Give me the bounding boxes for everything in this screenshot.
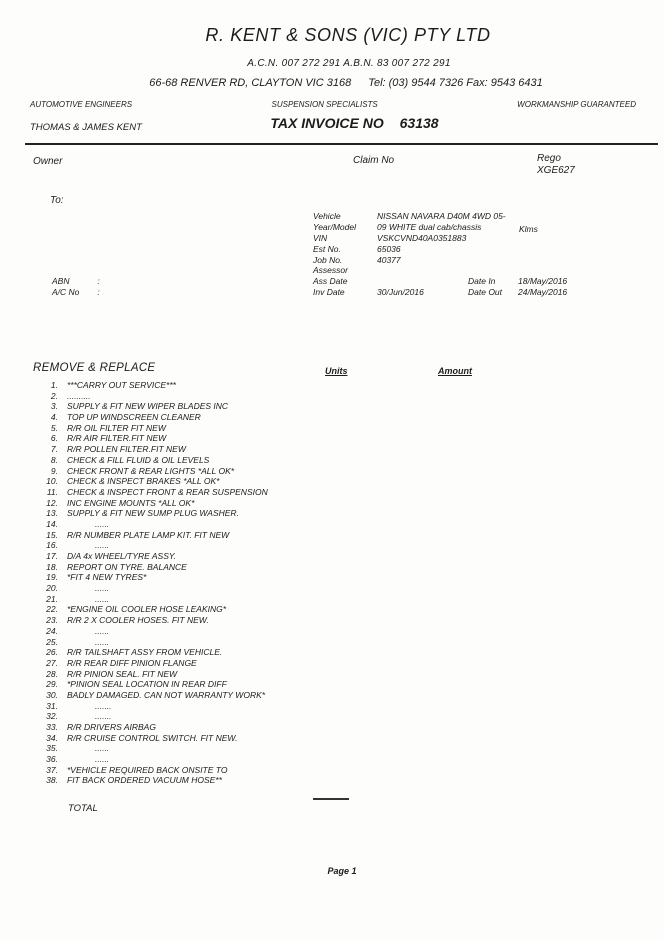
item-number: 2. bbox=[50, 390, 58, 401]
vehicle-field-label: VIN bbox=[313, 232, 328, 243]
invoice-title-label: TAX INVOICE NO bbox=[270, 115, 384, 131]
work-item-row bbox=[40, 722, 268, 733]
item-description: ...... bbox=[95, 625, 110, 636]
tagline-automotive-engineers: AUTOMOTIVE ENGINEERS bbox=[30, 100, 133, 109]
item-description: FIT BACK ORDERED VACUUM HOSE** bbox=[67, 775, 222, 786]
work-item-row bbox=[40, 701, 268, 712]
invoice-title-row bbox=[0, 115, 664, 131]
tagline-row bbox=[30, 100, 636, 109]
item-description: .......... bbox=[67, 390, 91, 401]
work-item-row bbox=[40, 444, 268, 455]
proprietors-name: THOMAS & JAMES KENT bbox=[30, 122, 142, 133]
item-description: CHECK & FILL FLUID & OIL LEVELS bbox=[67, 454, 210, 465]
vehicle-field-label: Job No. bbox=[313, 254, 343, 265]
company-registration: A.C.N. 007 272 291 A.B.N. 83 007 272 291 bbox=[247, 58, 451, 69]
rego-block bbox=[537, 153, 575, 177]
item-number: 21. bbox=[46, 593, 58, 604]
item-number: 18. bbox=[46, 561, 58, 572]
item-number: 16. bbox=[46, 540, 58, 551]
item-number: 34. bbox=[46, 732, 58, 743]
item-description: ....... bbox=[95, 700, 112, 711]
vehicle-info-row bbox=[313, 233, 658, 244]
item-number: 14. bbox=[46, 518, 58, 529]
account-no-separator: : bbox=[97, 287, 100, 297]
work-item-row bbox=[40, 476, 268, 487]
item-description: *FIT 4 NEW TYRES* bbox=[67, 572, 147, 583]
section-title-remove-replace: REMOVE & REPLACE bbox=[33, 362, 156, 374]
vehicle-field-label: Inv Date bbox=[313, 287, 345, 298]
work-item-row bbox=[40, 562, 268, 573]
work-item-row bbox=[40, 551, 268, 562]
work-item-row bbox=[40, 572, 268, 583]
units-column-header: Units bbox=[325, 366, 348, 376]
item-number: 11. bbox=[46, 486, 58, 497]
work-item-row bbox=[40, 594, 268, 605]
account-no-row bbox=[52, 287, 100, 298]
vehicle-field-value: NISSAN NAVARA D40M 4WD 05- bbox=[377, 211, 506, 221]
item-description: ....... bbox=[95, 711, 112, 722]
work-item-row bbox=[40, 637, 268, 648]
owner-label: Owner bbox=[33, 156, 63, 167]
item-description: ...... bbox=[95, 583, 110, 594]
total-rule-line bbox=[313, 798, 349, 800]
item-description: R/R OIL FILTER FIT NEW bbox=[67, 422, 166, 433]
rego-label: Rego bbox=[537, 153, 561, 164]
item-number: 1. bbox=[50, 380, 58, 390]
amount-column-header: Amount bbox=[438, 366, 472, 376]
vehicle-details-block bbox=[313, 211, 658, 298]
item-number: 10. bbox=[46, 476, 58, 487]
item-description: R/R PINION SEAL. FIT NEW bbox=[67, 668, 178, 679]
item-description: SUPPLY & FIT NEW WIPER BLADES INC bbox=[67, 401, 229, 412]
work-item-row bbox=[40, 583, 268, 594]
work-item-row bbox=[40, 775, 268, 786]
item-number: 5. bbox=[50, 422, 58, 433]
item-number: 25. bbox=[46, 636, 58, 647]
vehicle-extra-value: 24/May/2016 bbox=[518, 287, 568, 298]
item-description: D/A 4x WHEEL/TYRE ASSY. bbox=[67, 551, 177, 561]
item-description: INC ENGINE MOUNTS *ALL OK* bbox=[67, 497, 195, 508]
item-number: 35. bbox=[46, 743, 58, 754]
item-description: R/R AIR FILTER.FIT NEW bbox=[67, 433, 167, 444]
item-description: R/R CRUISE CONTROL SWITCH. FIT NEW. bbox=[67, 732, 238, 743]
item-description: ...... bbox=[95, 743, 110, 754]
item-number: 33. bbox=[46, 722, 58, 732]
item-description: CHECK & INSPECT FRONT & REAR SUSPENSION bbox=[67, 486, 268, 497]
item-number: 36. bbox=[46, 754, 58, 765]
vehicle-info-row bbox=[313, 276, 658, 287]
work-item-row bbox=[40, 423, 268, 434]
company-name: R. KENT & SONS (VIC) PTY LTD bbox=[205, 25, 491, 45]
vehicle-info-row bbox=[313, 244, 658, 255]
invoice-number: 63138 bbox=[399, 115, 439, 131]
item-description: CHECK & INSPECT BRAKES *ALL OK* bbox=[67, 476, 220, 487]
item-number: 37. bbox=[46, 764, 58, 775]
item-description: R/R NUMBER PLATE LAMP KIT. FIT NEW bbox=[67, 529, 230, 540]
rego-value: XGE627 bbox=[537, 165, 575, 176]
work-item-row bbox=[40, 412, 268, 423]
work-item-row bbox=[40, 508, 268, 519]
work-item-row bbox=[40, 487, 268, 498]
item-number: 29. bbox=[46, 679, 58, 690]
company-address-row bbox=[0, 77, 664, 89]
vehicle-field-value: VSKCVND40A0351883 bbox=[377, 232, 467, 243]
item-number: 23. bbox=[46, 615, 58, 626]
item-number: 30. bbox=[46, 689, 58, 700]
header-divider bbox=[25, 143, 658, 145]
work-item-row bbox=[40, 604, 268, 615]
item-number: 9. bbox=[50, 465, 58, 476]
vehicle-field-value: 65036 bbox=[377, 243, 401, 254]
item-number: 26. bbox=[46, 647, 58, 658]
item-description: *VEHICLE REQUIRED BACK ONSITE TO bbox=[67, 764, 228, 775]
work-item-row bbox=[40, 519, 268, 530]
vehicle-field-value: 09 WHITE dual cab/chassis bbox=[377, 221, 482, 232]
work-item-row bbox=[40, 765, 268, 776]
tagline-workmanship-guaranteed: WORKMANSHIP GUARANTEED bbox=[517, 100, 636, 109]
vehicle-field-value: 40377 bbox=[377, 254, 401, 265]
item-description: SUPPLY & FIT NEW SUMP PLUG WASHER. bbox=[67, 508, 239, 519]
item-description: R/R TAILSHAFT ASSY FROM VEHICLE. bbox=[67, 647, 223, 658]
item-number: 17. bbox=[46, 551, 58, 561]
vehicle-field-label: Vehicle bbox=[313, 211, 341, 221]
work-items-list bbox=[40, 380, 268, 786]
tagline-suspension-specialists: SUSPENSION SPECIALISTS bbox=[271, 100, 378, 109]
item-number: 6. bbox=[50, 433, 58, 444]
item-description: R/R 2 X COOLER HOSES. FIT NEW. bbox=[67, 615, 209, 626]
item-number: 22. bbox=[46, 604, 58, 615]
item-description: R/R REAR DIFF PINION FLANGE bbox=[67, 657, 197, 668]
item-number: 3. bbox=[50, 401, 58, 412]
work-item-row bbox=[40, 669, 268, 680]
work-item-row bbox=[40, 530, 268, 541]
item-description: *ENGINE OIL COOLER HOSE LEAKING* bbox=[67, 604, 227, 615]
vehicle-extra-label: Date In bbox=[468, 276, 496, 287]
vehicle-info-row bbox=[313, 222, 658, 233]
item-description: ...... bbox=[95, 518, 110, 529]
item-description: *PINION SEAL LOCATION IN REAR DIFF bbox=[67, 679, 227, 690]
item-description: REPORT ON TYRE. BALANCE bbox=[67, 561, 187, 572]
vehicle-field-label: Ass Date bbox=[313, 276, 348, 287]
item-number: 7. bbox=[50, 444, 58, 455]
work-item-row bbox=[40, 391, 268, 402]
vehicle-info-row bbox=[313, 287, 658, 298]
work-item-row bbox=[40, 711, 268, 722]
item-description: ...... bbox=[95, 754, 110, 765]
vehicle-field-label: Year/Model bbox=[313, 221, 356, 232]
item-description: ...... bbox=[95, 636, 110, 647]
work-item-row bbox=[40, 679, 268, 690]
vehicle-info-row bbox=[313, 211, 658, 222]
total-label: TOTAL bbox=[68, 803, 98, 814]
item-number: 32. bbox=[46, 711, 58, 722]
abn-separator: : bbox=[97, 276, 100, 286]
company-tel-fax: Tel: (03) 9544 7326 Fax: 9543 6431 bbox=[368, 77, 543, 89]
work-item-row bbox=[40, 433, 268, 444]
item-description: R/R POLLEN FILTER.FIT NEW bbox=[67, 444, 186, 455]
item-number: 28. bbox=[46, 668, 58, 679]
work-item-row bbox=[40, 498, 268, 509]
vehicle-field-label: Est No. bbox=[313, 243, 341, 254]
work-item-row bbox=[40, 743, 268, 754]
work-item-row bbox=[40, 626, 268, 637]
abn-row bbox=[52, 276, 100, 287]
item-number: 31. bbox=[46, 700, 58, 711]
item-description: TOP UP WINDSCREEN CLEANER bbox=[67, 412, 201, 423]
vehicle-field-label: Assessor bbox=[313, 265, 348, 276]
item-description: BADLY DAMAGED. CAN NOT WARRANTY WORK* bbox=[67, 689, 266, 700]
vehicle-extra-value: 18/May/2016 bbox=[518, 276, 568, 287]
work-item-row bbox=[40, 401, 268, 412]
item-description: ...... bbox=[95, 540, 110, 551]
item-number: 4. bbox=[50, 412, 58, 423]
account-block bbox=[52, 276, 100, 298]
company-address: 66-68 RENVER RD, CLAYTON VIC 3168 bbox=[149, 77, 352, 89]
abn-label: ABN bbox=[52, 276, 70, 286]
account-no-label: A/C No bbox=[52, 287, 80, 297]
item-description: R/R DRIVERS AIRBAG bbox=[67, 722, 156, 732]
vehicle-extra-label: Date Out bbox=[468, 287, 503, 298]
item-description: CHECK FRONT & REAR LIGHTS *ALL OK* bbox=[67, 465, 235, 476]
item-number: 24. bbox=[46, 625, 58, 636]
vehicle-info-row bbox=[313, 255, 658, 266]
item-number: 19. bbox=[46, 572, 58, 583]
item-description: ...... bbox=[95, 593, 110, 604]
to-label: To: bbox=[50, 195, 64, 206]
vehicle-info-row bbox=[313, 265, 658, 276]
work-item-row bbox=[40, 690, 268, 701]
item-number: 12. bbox=[46, 497, 58, 508]
page-number: Page 1 bbox=[327, 866, 357, 876]
klms-label: Klms bbox=[519, 224, 538, 234]
item-number: 8. bbox=[50, 454, 58, 465]
work-item-row bbox=[40, 615, 268, 626]
item-number: 13. bbox=[46, 508, 58, 519]
item-number: 27. bbox=[46, 657, 58, 668]
item-number: 15. bbox=[46, 529, 58, 540]
item-description: ***CARRY OUT SERVICE*** bbox=[67, 380, 176, 390]
item-number: 20. bbox=[46, 583, 58, 594]
work-item-row bbox=[40, 754, 268, 765]
work-item-row bbox=[40, 647, 268, 658]
claim-no-label: Claim No bbox=[353, 155, 395, 166]
work-item-row bbox=[40, 380, 268, 391]
vehicle-field-value: 30/Jun/2016 bbox=[377, 287, 424, 298]
work-item-row bbox=[40, 658, 268, 669]
item-number: 38. bbox=[46, 775, 58, 786]
work-item-row bbox=[40, 733, 268, 744]
work-item-row bbox=[40, 466, 268, 477]
work-item-row bbox=[40, 540, 268, 551]
work-item-row bbox=[40, 455, 268, 466]
